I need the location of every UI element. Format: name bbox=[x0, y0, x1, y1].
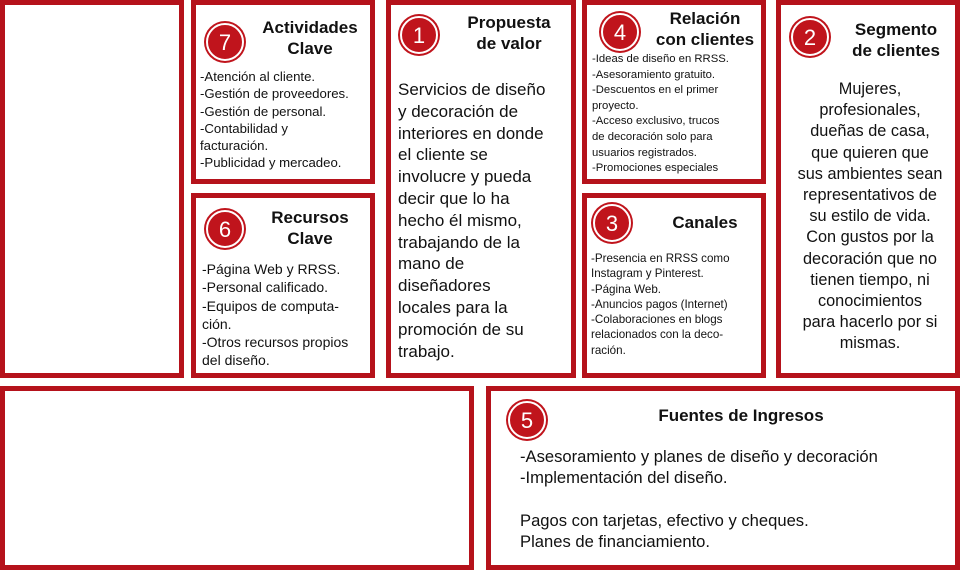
estructura-costos-box bbox=[0, 386, 474, 570]
list-item: -Gestión de proveedores. bbox=[200, 86, 349, 102]
number-badge: 5 bbox=[508, 401, 546, 439]
list-item: facturación. bbox=[200, 138, 269, 154]
list-item: -Implementación del diseño. bbox=[520, 468, 728, 487]
list-item: de decoración solo para bbox=[592, 130, 713, 143]
relacion-title: Relación con clientes bbox=[655, 9, 755, 49]
number-badge: 2 bbox=[791, 18, 829, 56]
canales-list bbox=[591, 251, 730, 358]
list-item: -Presencia en RRSS como bbox=[591, 252, 730, 265]
list-item: -Colaboraciones en blogs bbox=[591, 313, 723, 327]
segmento-title: Segmento de clientes bbox=[852, 20, 940, 60]
list-item: -Página Web y RRSS. bbox=[202, 261, 341, 277]
list-item: Instagram y Pinterest. bbox=[591, 267, 704, 281]
number-badge: 6 bbox=[206, 210, 244, 248]
list-item: -Anuncios pagos (Internet) bbox=[591, 297, 728, 311]
list-item: -Contabilidad y bbox=[200, 120, 288, 136]
list-item: -Promociones especiales bbox=[592, 162, 719, 175]
list-item: -Gestión de personal. bbox=[200, 103, 327, 119]
relacion-list bbox=[592, 52, 729, 177]
list-item: ción. bbox=[202, 315, 232, 332]
list-item: -Atención al cliente. bbox=[200, 69, 316, 84]
list-item: proyecto. bbox=[592, 99, 639, 112]
list-item: del diseño. bbox=[202, 352, 270, 369]
list-item: usuarios registrados. bbox=[592, 146, 697, 159]
list-item: -Descuentos en el primer bbox=[592, 84, 719, 97]
recursos-list bbox=[202, 260, 348, 370]
relacion-clientes-box bbox=[582, 0, 766, 184]
actividades-list bbox=[200, 68, 349, 172]
actividades-clave-box bbox=[191, 0, 375, 184]
list-item: relacionados con la deco- bbox=[591, 328, 724, 342]
fuentes-ingresos-box bbox=[486, 386, 960, 570]
segmento-clientes-box bbox=[776, 0, 960, 378]
number-badge: 7 bbox=[206, 23, 244, 61]
list-item: -Asesoramiento y planes de diseño y decoración bbox=[520, 447, 878, 466]
list-item: -Equipos de computa- bbox=[202, 297, 339, 314]
recursos-clave-box bbox=[191, 193, 375, 378]
propuesta-valor-box bbox=[386, 0, 576, 378]
socios-clave-box bbox=[0, 0, 184, 378]
canales-title: Canales bbox=[672, 213, 738, 232]
propuesta-title: Propuesta de valor bbox=[467, 13, 551, 53]
fuentes-payments: Pagos con tarjetas, efectivo y cheques. Planes de financiamiento. bbox=[520, 511, 809, 551]
list-item: -Ideas de diseño en RRSS. bbox=[592, 53, 729, 65]
segmento-text: Mujeres, profesionales, dueñas de casa, que quieren que sus ambientes sean representativos de su estilo de vida. Con gustos por la decoración que no tienen tiempo, ni conocimientos para hacerlo por si mismas. bbox=[797, 80, 943, 353]
number-badge: 4 bbox=[601, 13, 639, 51]
canales-box bbox=[582, 193, 766, 378]
list-item: -Página Web. bbox=[591, 282, 662, 296]
number-badge: 1 bbox=[400, 16, 438, 54]
actividades-title: Actividades Clave bbox=[262, 18, 358, 58]
fuentes-list bbox=[520, 446, 878, 488]
list-item: -Personal calificado. bbox=[202, 279, 329, 296]
recursos-title: Recursos Clave bbox=[271, 208, 349, 248]
propuesta-text: Servicios de diseño y decoración de interiores en donde el cliente se involucre y pueda decir que lo ha hecho él mismo, trabajando de la mano de diseñadores locales para la promoción de su trabajo. bbox=[398, 80, 546, 361]
list-item: -Otros recursos propios bbox=[202, 334, 349, 351]
list-item: -Acceso exclusivo, trucos bbox=[592, 115, 720, 128]
fuentes-title: Fuentes de Ingresos bbox=[658, 406, 824, 425]
list-item: -Publicidad y mercadeo. bbox=[200, 155, 342, 171]
list-item: -Asesoramiento gratuito. bbox=[592, 68, 716, 81]
number-badge: 3 bbox=[593, 204, 631, 242]
list-item: ración. bbox=[591, 343, 626, 357]
